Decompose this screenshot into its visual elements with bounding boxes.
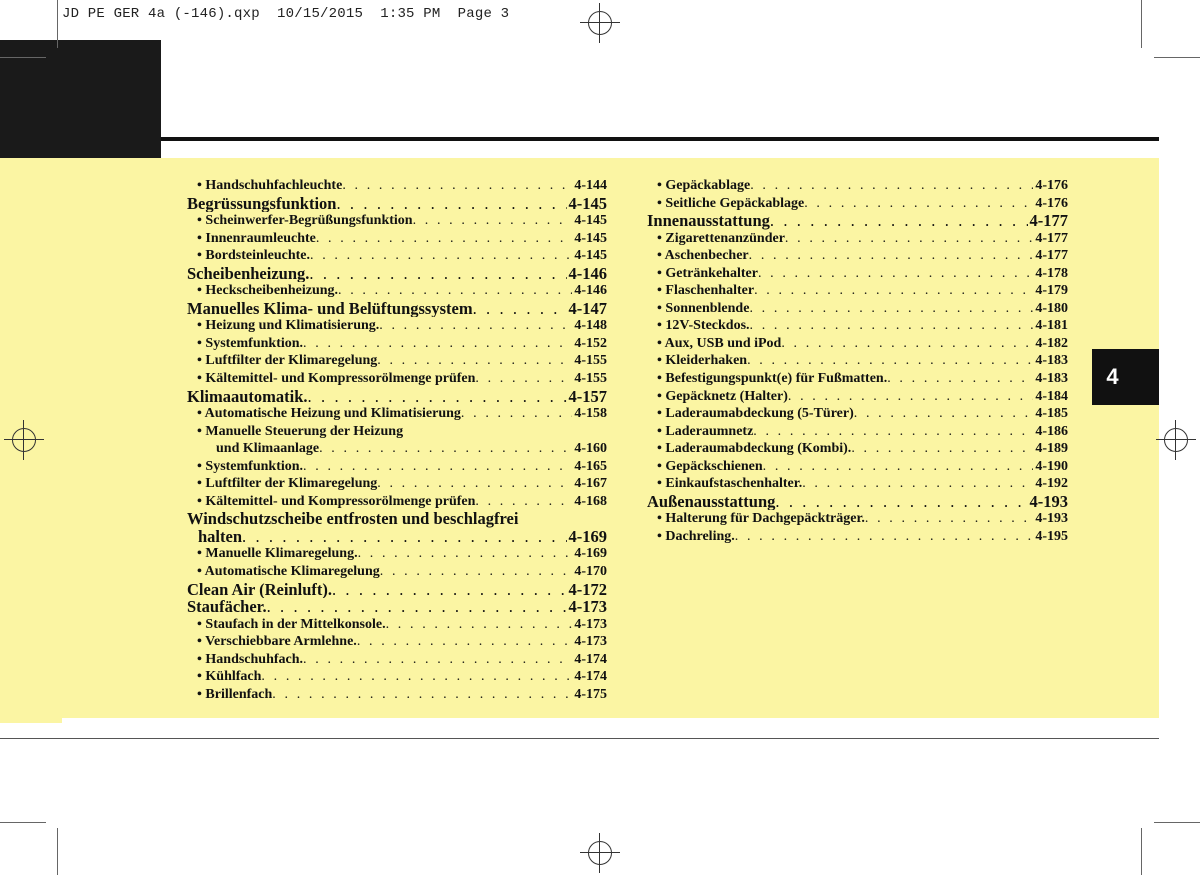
entry-page-number: 4-195 [1035, 528, 1068, 544]
entry-page-number: 4-177 [1035, 248, 1068, 264]
leader-dots [303, 651, 572, 669]
crop-mark [0, 57, 46, 58]
entry-title: • Bordsteinleuchte. [197, 248, 311, 264]
entry-title: Scheibenheizung. [187, 264, 310, 283]
crop-mark [57, 0, 58, 48]
entry-title: • Luftfilter der Klimaregelung [197, 476, 378, 492]
toc-subentry[interactable] [187, 282, 607, 300]
entry-page-number: 4-193 [1035, 511, 1068, 527]
entry-title: • Automatische Heizung und Klimatisierung [197, 406, 461, 422]
toc-subentry[interactable] [187, 405, 607, 423]
entry-page-number: 4-185 [1035, 406, 1068, 422]
entry-page-number: 4-180 [1035, 300, 1068, 316]
toc-subentry[interactable] [187, 475, 607, 493]
entry-title: Windschutzscheibe entfrosten und beschlagfrei [187, 509, 519, 529]
entry-page-number: 4-152 [574, 335, 607, 351]
leader-dots [475, 493, 572, 511]
leader-dots [310, 247, 572, 265]
toc-subentry[interactable] [647, 475, 1068, 493]
entry-title: • Aux, USB und iPod [657, 335, 782, 351]
leader-dots [749, 247, 1034, 265]
entry-page-number: 4-184 [1035, 388, 1068, 404]
leader-dots [887, 370, 1033, 388]
entry-page-number: 4-183 [1035, 353, 1068, 369]
leader-dots [775, 493, 1027, 511]
entry-page-number: 4-145 [574, 248, 607, 264]
entry-title: • Flaschenhalter [657, 283, 755, 299]
toc-subentry[interactable] [187, 423, 607, 441]
leader-dots [763, 458, 1034, 476]
leader-dots [308, 388, 567, 406]
toc-entry[interactable] [187, 598, 607, 616]
entry-title: • 12V-Steckdos. [657, 318, 750, 334]
entry-page-number: 4-170 [574, 564, 607, 580]
toc-entry[interactable] [187, 388, 607, 406]
leader-dots [377, 475, 572, 493]
toc-subentry[interactable] [187, 493, 607, 511]
toc-subentry[interactable] [647, 405, 1068, 423]
toc-subentry[interactable] [647, 300, 1068, 318]
crop-mark [1141, 0, 1142, 48]
entry-title: und Klimaanlage [216, 441, 320, 457]
toc-subentry[interactable] [647, 282, 1068, 300]
toc-entry[interactable] [187, 510, 607, 528]
leader-dots [785, 230, 1033, 248]
toc-subentry[interactable] [647, 458, 1068, 476]
crop-mark [1154, 822, 1200, 823]
toc-subentry[interactable] [647, 423, 1068, 441]
entry-title: • Befestigungspunkt(e) für Fußmatten. [657, 371, 888, 387]
leader-dots [788, 388, 1033, 406]
leader-dots [473, 300, 567, 318]
footer-rule [0, 738, 1159, 739]
toc-subentry[interactable] [187, 633, 607, 651]
toc-subentry[interactable] [187, 651, 607, 669]
leader-dots [377, 352, 572, 370]
toc-subentry[interactable] [647, 230, 1068, 248]
leader-dots [319, 440, 572, 458]
toc-subentry[interactable] [187, 230, 607, 248]
entry-title: • Kleiderhaken [657, 353, 748, 369]
leader-dots [413, 212, 573, 230]
entry-title: • Gepäckschienen [657, 458, 763, 474]
toc-subentry[interactable] [647, 247, 1068, 265]
toc-entry[interactable] [187, 528, 607, 546]
crop-mark [0, 822, 46, 823]
toc-subentry[interactable] [647, 440, 1068, 458]
entry-title: • Handschuhfach. [197, 651, 304, 667]
entry-page-number: 4-192 [1035, 476, 1068, 492]
toc-subentry[interactable] [647, 177, 1068, 195]
entry-page-number: 4-148 [574, 318, 607, 334]
entry-title: • Kältemittel- und Kompressorölmenge prüfen [197, 371, 476, 387]
entry-title: Innenausstattung [647, 212, 770, 230]
entry-page-number: 4-177 [1035, 230, 1068, 246]
leader-dots [750, 177, 1033, 195]
panel-strip [0, 718, 62, 723]
toc-subentry[interactable] [647, 528, 1068, 546]
entry-page-number: 4-146 [568, 264, 607, 283]
toc-entry[interactable] [187, 265, 607, 283]
toc-subentry[interactable] [187, 370, 607, 388]
crop-mark [1154, 57, 1200, 58]
entry-page-number: 4-155 [574, 371, 607, 387]
toc-subentry[interactable] [647, 370, 1068, 388]
entry-title: • Luftfilter der Klimaregelung [197, 353, 378, 369]
leader-dots [749, 300, 1033, 318]
toc-subentry[interactable] [187, 686, 607, 704]
leader-dots [747, 352, 1033, 370]
entry-title: • Scheinwerfer-Begrüßungsfunktion [197, 213, 413, 229]
entry-page-number: 4-147 [568, 299, 607, 318]
toc-entry[interactable] [647, 493, 1068, 511]
entry-page-number: 4-174 [574, 651, 607, 667]
entry-title: Klimaautomatik. [187, 387, 308, 406]
leader-dots [758, 265, 1033, 283]
entry-title: • Staufach in der Mittelkonsole. [197, 616, 386, 632]
entry-title: halten [198, 527, 243, 546]
leader-dots [332, 581, 567, 599]
toc-subentry[interactable] [647, 388, 1068, 406]
toc-column-right [647, 177, 1068, 545]
toc-subentry[interactable] [647, 265, 1068, 283]
toc-subentry[interactable] [187, 352, 607, 370]
entry-title: • Kältemittel- und Kompressorölmenge prüfen [197, 493, 476, 509]
entry-page-number: 4-179 [1035, 283, 1068, 299]
leader-dots [309, 265, 566, 283]
entry-title: Außenausstattung [647, 492, 776, 511]
toc-subentry[interactable] [647, 352, 1068, 370]
leader-dots [261, 668, 572, 686]
leader-dots [338, 282, 572, 300]
leader-dots [316, 230, 572, 248]
entry-title: • Innenraumleuchte [197, 230, 316, 246]
toc-subentry[interactable] [187, 335, 607, 353]
toc-subentry[interactable] [187, 440, 607, 458]
entry-page-number: 4-158 [574, 406, 607, 422]
toc-subentry[interactable] [187, 616, 607, 634]
crop-mark [57, 828, 58, 875]
toc-entry[interactable] [187, 300, 607, 318]
entry-page-number: 4-169 [568, 527, 607, 546]
entry-title: • Gepäcknetz (Halter) [657, 388, 788, 404]
leader-dots [379, 317, 572, 335]
entry-page-number: 4-173 [568, 598, 607, 616]
entry-title: • Systemfunktion. [197, 335, 304, 351]
leader-dots [303, 458, 572, 476]
entry-title: Clean Air (Reinluft). [187, 580, 332, 599]
entry-page-number: 4-146 [574, 283, 607, 299]
leader-dots [272, 686, 572, 704]
leader-dots [357, 633, 573, 651]
leader-dots [754, 282, 1033, 300]
entry-title: • Automatische Klimaregelung [197, 564, 380, 580]
toc-subentry[interactable] [187, 212, 607, 230]
entry-page-number: 4-155 [574, 353, 607, 369]
entry-title: • Getränkehalter [657, 265, 758, 281]
entry-title: • Laderaumnetz [657, 423, 754, 439]
toc-subentry[interactable] [187, 668, 607, 686]
leader-dots [475, 370, 572, 388]
entry-title: • Einkaufstaschenhalter. [657, 476, 803, 492]
entry-page-number: 4-182 [1035, 335, 1068, 351]
toc-entry[interactable] [187, 195, 607, 213]
entry-title: • Verschiebbare Armlehne. [197, 634, 357, 650]
entry-page-number: 4-174 [574, 669, 607, 685]
leader-dots [750, 317, 1034, 335]
entry-title: • Heizung und Klimatisierung. [197, 318, 380, 334]
entry-title: • Laderaumabdeckung (Kombi). [657, 441, 852, 457]
entry-title: • Gepäckablage [657, 178, 751, 193]
entry-page-number: 4-167 [574, 476, 607, 492]
entry-page-number: 4-186 [1035, 423, 1068, 439]
leader-dots [303, 335, 572, 353]
entry-title: • Dachreling. [657, 528, 735, 544]
entry-title: • Laderaumabdeckung (5-Türer) [657, 406, 854, 422]
entry-page-number: 4-176 [1035, 195, 1068, 211]
entry-title: • Halterung für Dachgepäckträger. [657, 511, 865, 527]
registration-mark-left [4, 420, 44, 460]
toc-entry[interactable] [647, 212, 1068, 230]
header-rule [161, 137, 1159, 141]
entry-title: • Manuelle Steuerung der Heizung [197, 423, 404, 439]
leader-dots [358, 545, 573, 563]
entry-page-number: 4-144 [574, 178, 607, 193]
entry-page-number: 4-176 [1035, 178, 1068, 193]
toc-subentry[interactable] [647, 195, 1068, 213]
entry-title: • Zigarettenanzünder [657, 230, 785, 246]
entry-page-number: 4-145 [574, 230, 607, 246]
entry-page-number: 4-165 [574, 458, 607, 474]
leader-dots [802, 475, 1033, 493]
entry-title: Manuelles Klima- und Belüftungssystem [187, 299, 473, 318]
registration-mark-right [1156, 420, 1196, 460]
leader-dots [851, 440, 1033, 458]
entry-page-number: 4-181 [1035, 318, 1068, 334]
entry-page-number: 4-193 [1029, 492, 1068, 511]
toc-subentry[interactable] [187, 458, 607, 476]
leader-dots [753, 423, 1033, 441]
toc-subentry[interactable] [187, 545, 607, 563]
entry-page-number: 4-183 [1035, 371, 1068, 387]
leader-dots [865, 510, 1033, 528]
entry-title: • Manuelle Klimaregelung. [197, 546, 358, 562]
leader-dots [342, 177, 572, 195]
leader-dots [735, 528, 1034, 546]
entry-title: Staufächer. [187, 598, 267, 616]
chapter-tab: 4 [1092, 349, 1159, 405]
leader-dots [770, 212, 1028, 230]
entry-title: Begrüssungsfunktion [187, 194, 337, 213]
entry-page-number: 4-169 [574, 546, 607, 562]
leader-dots [242, 528, 566, 546]
leader-dots [386, 616, 573, 634]
registration-mark-top [580, 3, 620, 43]
entry-title: • Brillenfach [197, 686, 273, 702]
leader-dots [336, 195, 566, 213]
entry-page-number: 4-168 [574, 493, 607, 509]
entry-page-number: 4-177 [1029, 212, 1068, 230]
toc-subentry[interactable] [187, 317, 607, 335]
toc-subentry[interactable] [647, 317, 1068, 335]
toc-column-left [187, 177, 607, 703]
entry-page-number: 4-178 [1035, 265, 1068, 281]
leader-dots [854, 405, 1034, 423]
toc-subentry[interactable] [647, 510, 1068, 528]
toc-subentry[interactable] [187, 563, 607, 581]
entry-title: • Aschenbecher [657, 248, 749, 264]
entry-page-number: 4-160 [574, 441, 607, 457]
toc-subentry[interactable] [187, 247, 607, 265]
entry-page-number: 4-175 [574, 686, 607, 702]
leader-dots [804, 195, 1033, 213]
entry-title: • Heckscheibenheizung. [197, 283, 339, 299]
entry-page-number: 4-145 [568, 194, 607, 213]
leader-dots [380, 563, 573, 581]
leader-dots [461, 405, 572, 423]
registration-mark-bottom [580, 833, 620, 873]
toc-subentry[interactable] [647, 335, 1068, 353]
entry-title: • Kühlfach [197, 669, 262, 685]
entry-title: • Systemfunktion. [197, 458, 304, 474]
leader-dots [267, 598, 567, 616]
entry-page-number: 4-190 [1035, 458, 1068, 474]
leader-dots [781, 335, 1033, 353]
entry-page-number: 4-145 [574, 213, 607, 229]
crop-mark [1141, 828, 1142, 875]
toc-entry[interactable] [187, 581, 607, 599]
entry-page-number: 4-173 [574, 616, 607, 632]
entry-page-number: 4-157 [568, 387, 607, 406]
entry-page-number: 4-173 [574, 634, 607, 650]
entry-title: • Seitliche Gepäckablage [657, 195, 805, 211]
toc-subentry[interactable] [187, 177, 607, 195]
entry-title: • Sonnenblende [657, 300, 750, 316]
entry-title: • Handschuhfachleuchte [197, 178, 343, 193]
print-slug: JD PE GER 4a (-146).qxp 10/15/2015 1:35 PM Page 3 [62, 6, 510, 22]
entry-page-number: 4-172 [568, 580, 607, 599]
entry-page-number: 4-189 [1035, 441, 1068, 457]
